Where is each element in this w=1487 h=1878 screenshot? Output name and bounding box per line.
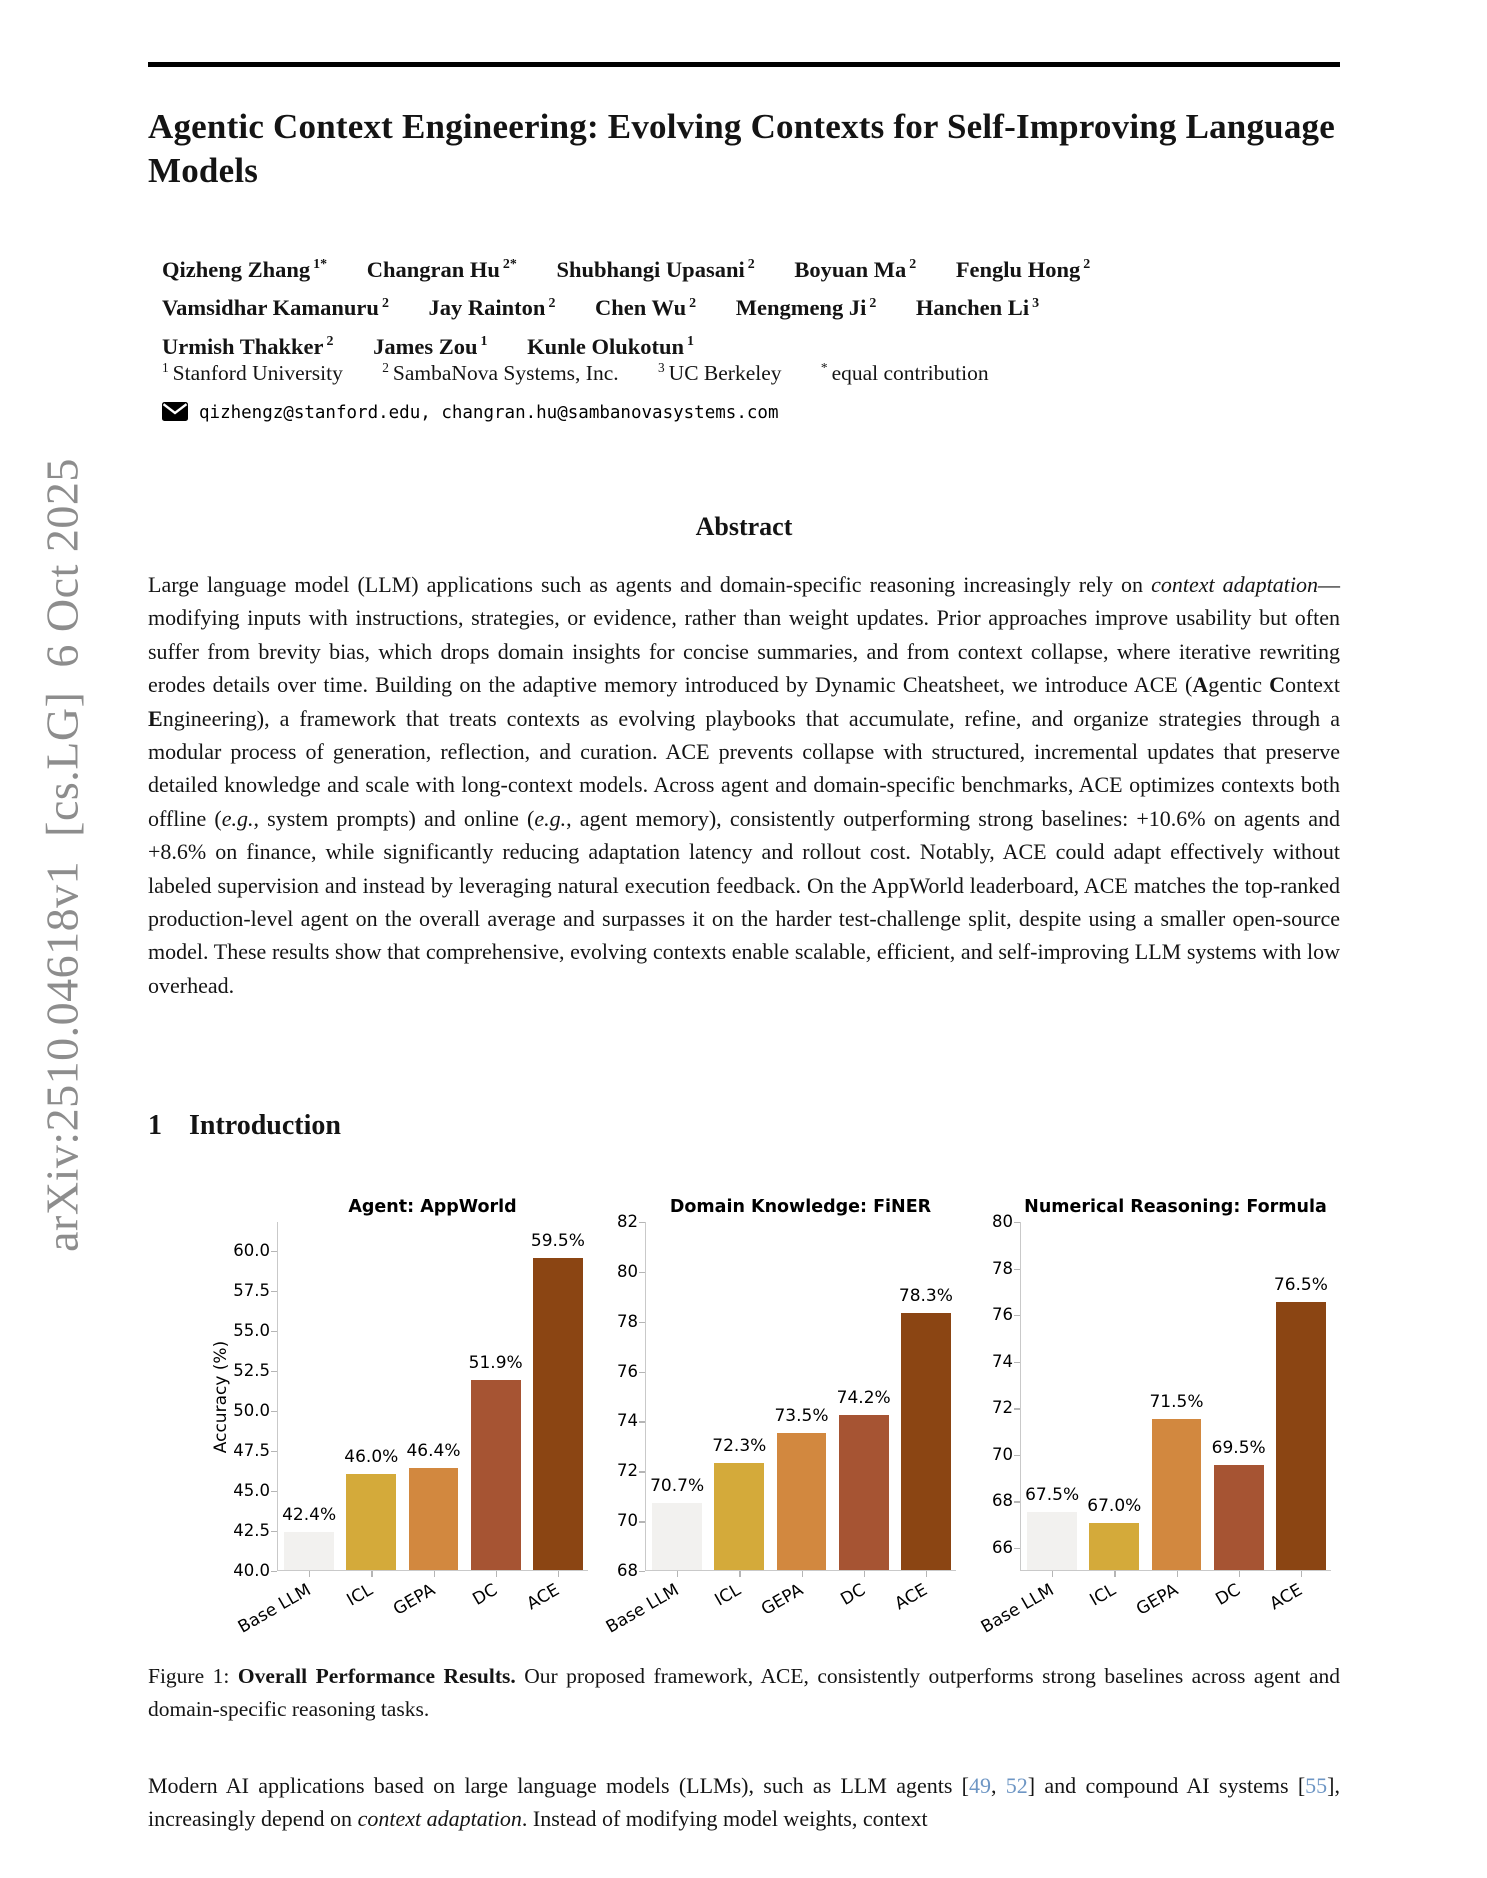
bar-dc — [1214, 1465, 1264, 1570]
abstract-text — [148, 568, 1340, 1002]
text-segment: context adaptation — [357, 1805, 522, 1831]
title-rule — [148, 62, 1340, 67]
y-axis-label: Accuracy (%) — [211, 1340, 231, 1454]
y-tick-mark — [639, 1421, 645, 1422]
chart-numerical-formula — [950, 1195, 1330, 1670]
x-category-label: Base LLM — [234, 1580, 315, 1638]
y-tick-mark — [271, 1291, 277, 1292]
y-tick-label: 42.5 — [233, 1520, 270, 1540]
bar-value-label: 51.9% — [468, 1352, 523, 1373]
author: James Zou $^1$ — [373, 333, 488, 359]
author: Changran Hu $^{2*}$ — [366, 256, 517, 282]
author: Kunle Olukotun $^1$ — [527, 333, 694, 359]
text-segment: Overall Performance Results. — [237, 1664, 516, 1688]
y-tick-mark — [639, 1222, 645, 1223]
bar-base-llm — [1027, 1512, 1077, 1570]
x-category-label: ACE — [891, 1580, 931, 1615]
author: Boyuan Ma $^2$ — [794, 256, 917, 282]
y-tick-label: 45.0 — [233, 1480, 270, 1500]
author: Fenglu Hong $^2$ — [955, 256, 1091, 282]
y-tick-mark — [271, 1251, 277, 1252]
contact-row — [162, 402, 778, 423]
x-tick-mark — [1114, 1571, 1115, 1577]
figure-1 — [148, 1195, 1340, 1670]
page-title: Agentic Context Engineering: Evolving Contexts for Self-Improving Language Models — [148, 107, 1335, 190]
y-tick-mark — [1014, 1269, 1020, 1270]
author: Urmish Thakker $^2$ — [162, 333, 334, 359]
plot-area — [602, 1212, 956, 1638]
bar-value-label: 67.5% — [1025, 1484, 1080, 1505]
x-tick-mark — [926, 1571, 927, 1577]
author-affil-sup: 2 — [1083, 257, 1091, 272]
x-category-label: Base LLM — [602, 1580, 683, 1638]
bar-gepa — [777, 1433, 827, 1570]
text-segment: ngineering), a framework that treats contexts as evolving playbooks that accumulate, refine, and organize strategies through a modular process of generation, reflection, and curation. ACE prevents collapse with structured, incremental updates that preserve detailed knowledge and scale with long-context models. Across agent and domain-specific benchmarks, ACE optimizes contexts both offline ( — [148, 705, 1340, 831]
bar-dc — [471, 1380, 521, 1571]
author-affil-sup: 3 — [1032, 295, 1040, 311]
author-affil-sup: 2 — [909, 257, 917, 272]
y-tick-label: 50.0 — [233, 1400, 270, 1420]
bar-base-llm — [284, 1532, 334, 1570]
author-affil-sup: 1 — [480, 334, 488, 349]
x-category-label: DC — [1212, 1580, 1244, 1610]
section-number: 1 — [148, 1110, 162, 1141]
bar-icl — [346, 1474, 396, 1570]
author-affil-sup: 2 — [326, 334, 334, 349]
x-tick-mark — [1239, 1571, 1240, 1577]
text-segment: Modern AI applications based on large language models (LLMs), such as LLM agents [ — [148, 1773, 970, 1798]
author-affil-sup: 1 — [687, 334, 694, 349]
y-tick-mark — [1014, 1408, 1020, 1409]
x-category-label: GEPA — [1132, 1580, 1182, 1620]
y-tick-mark — [1014, 1222, 1020, 1223]
bar-value-label: 46.4% — [406, 1440, 461, 1461]
x-tick-mark — [1177, 1571, 1178, 1577]
y-tick-label: 80 — [992, 1212, 1013, 1231]
y-tick-mark — [1014, 1315, 1020, 1316]
y-tick-mark — [639, 1521, 645, 1522]
y-tick-mark — [271, 1331, 277, 1332]
bar-value-label: 42.4% — [282, 1504, 337, 1525]
y-tick-label: 74 — [617, 1411, 638, 1431]
y-tick-label: 80 — [617, 1261, 638, 1281]
y-tick-label: 55.0 — [233, 1320, 270, 1340]
affiliation-line — [162, 360, 1332, 386]
y-tick-label: 66 — [992, 1537, 1013, 1557]
envelope-icon — [162, 402, 188, 421]
y-tick-label: 60.0 — [233, 1240, 270, 1260]
author: Qizheng Zhang $^{1*}$ — [162, 256, 328, 282]
y-tick-label: 74 — [992, 1351, 1013, 1371]
text-segment: context adaptation — [1151, 572, 1319, 597]
citation-link[interactable]: 49 — [969, 1773, 992, 1798]
bar-value-label: 69.5% — [1211, 1438, 1266, 1459]
bar-ace — [1276, 1302, 1326, 1570]
bar-icl — [1089, 1523, 1139, 1570]
author: Hanchen Li $^3$ — [915, 295, 1040, 320]
x-tick-mark — [864, 1571, 865, 1577]
bar-value-label: 71.5% — [1149, 1391, 1204, 1412]
chart-agent-appworld — [207, 1195, 587, 1670]
bar-base-llm — [652, 1503, 702, 1570]
text-segment: e.g. — [534, 805, 567, 831]
bar-gepa — [409, 1468, 459, 1570]
y-tick-mark — [639, 1272, 645, 1273]
intro-paragraph — [148, 1770, 1340, 1835]
author: Chen Wu $^2$ — [595, 295, 697, 320]
x-tick-mark — [802, 1571, 803, 1577]
y-tick-mark — [1014, 1501, 1020, 1502]
y-tick-label: 47.5 — [233, 1440, 270, 1460]
x-tick-mark — [1301, 1571, 1302, 1577]
y-tick-label: 76 — [617, 1361, 638, 1381]
text-segment: E — [148, 705, 163, 731]
y-tick-label: 52.5 — [233, 1360, 270, 1380]
y-tick-label: 40.0 — [233, 1561, 270, 1580]
affiliation: $^1$ Stanford University — [162, 360, 343, 386]
text-segment: , agent memory), consistently outperforming strong baselines: +10.6% on agents and +8.6% on finance, while significantly reducing adaptation latency and rollout cost. Notably, ACE could adapt effectively without labeled supervision and instead by leveraging natural execution feedback. On the AppWorld leaderboard, ACE matches the top-ranked production-level agent on the overall average and surpasses it on the harder test-challenge split, despite using a smaller open-source model. These results show that comprehensive, evolving contexts enable scalable, efficient, and self-improving LLM systems with low overhead. — [148, 805, 1340, 998]
y-tick-label: 57.5 — [233, 1280, 270, 1300]
citation-link[interactable]: 55 — [1305, 1773, 1328, 1798]
text-segment: C — [1269, 672, 1286, 698]
bar-gepa — [1152, 1419, 1202, 1570]
x-tick-mark — [558, 1571, 559, 1577]
x-tick-mark — [371, 1571, 372, 1577]
y-tick-mark — [271, 1491, 277, 1492]
section-heading-introduction — [148, 1110, 341, 1142]
x-tick-mark — [309, 1571, 310, 1577]
chart-title: Agent: AppWorld — [348, 1197, 517, 1217]
author-affil-sup: 1* — [313, 257, 328, 272]
author-block — [162, 248, 1332, 364]
y-tick-mark — [271, 1411, 277, 1412]
y-tick-mark — [1014, 1455, 1020, 1456]
text-segment: Our proposed framework, ACE, consistently outperforms strong baselines across agent and domain-specific reasoning tasks. — [148, 1664, 1341, 1721]
x-category-label: Base LLM — [977, 1580, 1058, 1638]
text-segment: , — [991, 1773, 1006, 1798]
text-segment: Figure 1: — [148, 1664, 238, 1688]
section-title: Introduction — [189, 1110, 341, 1141]
chart-title: Domain Knowledge: FiNER — [669, 1197, 932, 1217]
text-segment: A — [1192, 672, 1209, 698]
x-tick-mark — [434, 1571, 435, 1577]
y-tick-label: 78 — [992, 1258, 1013, 1278]
bar-value-label: 73.5% — [774, 1405, 829, 1426]
bar-value-label: 46.0% — [344, 1446, 399, 1467]
text-segment: ontext — [1285, 672, 1341, 698]
author-line — [162, 325, 1332, 364]
bar-icl — [714, 1463, 764, 1570]
author: Vamsidhar Kamanuru $^2$ — [162, 295, 389, 320]
plot-area — [233, 1222, 588, 1638]
y-tick-mark — [271, 1451, 277, 1452]
y-tick-label: 76 — [992, 1305, 1013, 1325]
text-segment: e.g. — [221, 805, 254, 831]
author-affil-sup: 2* — [502, 257, 517, 272]
x-category-label: ICL — [711, 1580, 745, 1611]
paper-content — [148, 0, 1340, 1878]
y-tick-label: 70 — [617, 1511, 638, 1531]
author: Shubhangi Upasani $^2$ — [556, 256, 755, 282]
y-tick-label: 68 — [992, 1491, 1013, 1511]
x-category-label: GEPA — [389, 1580, 439, 1620]
bar-value-label: 76.5% — [1273, 1275, 1328, 1296]
author-affil-sup: 2 — [747, 257, 755, 272]
x-tick-mark — [677, 1571, 678, 1577]
y-tick-label: 78 — [617, 1311, 638, 1331]
x-category-label: ICL — [343, 1580, 377, 1611]
y-tick-mark — [639, 1322, 645, 1323]
contact-emails[interactable]: qizhengz@stanford.edu, changran.hu@sambanovasystems.com — [199, 403, 779, 423]
bar-value-label: 78.3% — [898, 1286, 953, 1307]
x-category-label: ICL — [1086, 1580, 1120, 1611]
affiliation: $^2$ SambaNova Systems, Inc. — [382, 360, 619, 386]
y-tick-mark — [1014, 1548, 1020, 1549]
plot-area — [977, 1212, 1331, 1638]
bar-dc — [839, 1415, 889, 1570]
text-segment: ] and compound AI systems [ — [1027, 1773, 1306, 1798]
chart-title: Numerical Reasoning: Formula — [1024, 1197, 1327, 1217]
citation-link[interactable]: 52 — [1005, 1773, 1028, 1798]
y-tick-mark — [271, 1371, 277, 1372]
y-tick-mark — [271, 1531, 277, 1532]
y-tick-mark — [639, 1372, 645, 1373]
affiliation: $^3$ UC Berkeley — [658, 360, 782, 386]
y-tick-label: 68 — [617, 1561, 638, 1580]
text-segment: , system prompts) and online ( — [253, 805, 535, 831]
bar-ace — [901, 1313, 951, 1570]
x-category-label: GEPA — [757, 1580, 807, 1620]
bar-value-label: 72.3% — [712, 1435, 767, 1456]
x-tick-mark — [1052, 1571, 1053, 1577]
y-tick-label: 70 — [992, 1444, 1013, 1464]
arxiv-stamp: arXiv:2510.04618v1 [cs.LG] 6 Oct 2025 — [36, 458, 88, 1252]
bar-value-label: 59.5% — [530, 1230, 585, 1251]
x-category-label: DC — [469, 1580, 501, 1610]
y-tick-label: 72 — [992, 1398, 1013, 1418]
x-category-label: ACE — [523, 1580, 563, 1615]
bar-value-label: 74.2% — [836, 1388, 891, 1409]
abstract-heading: Abstract — [695, 512, 793, 541]
text-segment: ], increasingly depend on — [148, 1773, 1340, 1831]
y-tick-mark — [271, 1571, 277, 1572]
y-tick-mark — [639, 1571, 645, 1572]
author-line — [162, 287, 1332, 326]
bar-value-label: 70.7% — [650, 1475, 705, 1496]
author: Jay Rainton $^2$ — [428, 295, 556, 320]
author-affil-sup: 2 — [381, 295, 389, 311]
text-segment: gentic — [1208, 672, 1270, 698]
author-affil-sup: 2 — [548, 295, 556, 311]
author-affil-sup: 2 — [689, 295, 697, 311]
bar-value-label: 67.0% — [1087, 1496, 1142, 1517]
x-category-label: ACE — [1266, 1580, 1306, 1615]
chart-domain-finer — [575, 1195, 955, 1670]
x-category-label: DC — [837, 1580, 869, 1610]
x-tick-mark — [739, 1571, 740, 1577]
affiliation: * equal contribution — [820, 360, 989, 386]
author-affil-sup: 2 — [869, 295, 877, 311]
y-tick-label: 72 — [617, 1461, 638, 1481]
text-segment: —modifying inputs with instructions, strategies, or evidence, rather than weight updates. Prior approaches improve usability but often suffer from brevity bias, which drops domain insights for concise summaries, and from context collapse, where iterative rewriting erodes details over time. Building on the adaptive memory introduced by Dynamic Cheatsheet, we introduce ACE ( — [148, 572, 1341, 698]
x-tick-mark — [496, 1571, 497, 1577]
author-line — [162, 248, 1332, 287]
y-tick-mark — [1014, 1362, 1020, 1363]
author: Mengmeng Ji $^2$ — [735, 295, 877, 320]
figure-caption — [148, 1660, 1340, 1725]
text-segment: Large language model (LLM) applications such as agents and domain-specific reasoning increasingly rely on — [148, 572, 1152, 597]
text-segment: . Instead of modifying model weights, context — [521, 1805, 928, 1831]
y-tick-mark — [639, 1471, 645, 1472]
y-tick-label: 82 — [617, 1212, 638, 1231]
